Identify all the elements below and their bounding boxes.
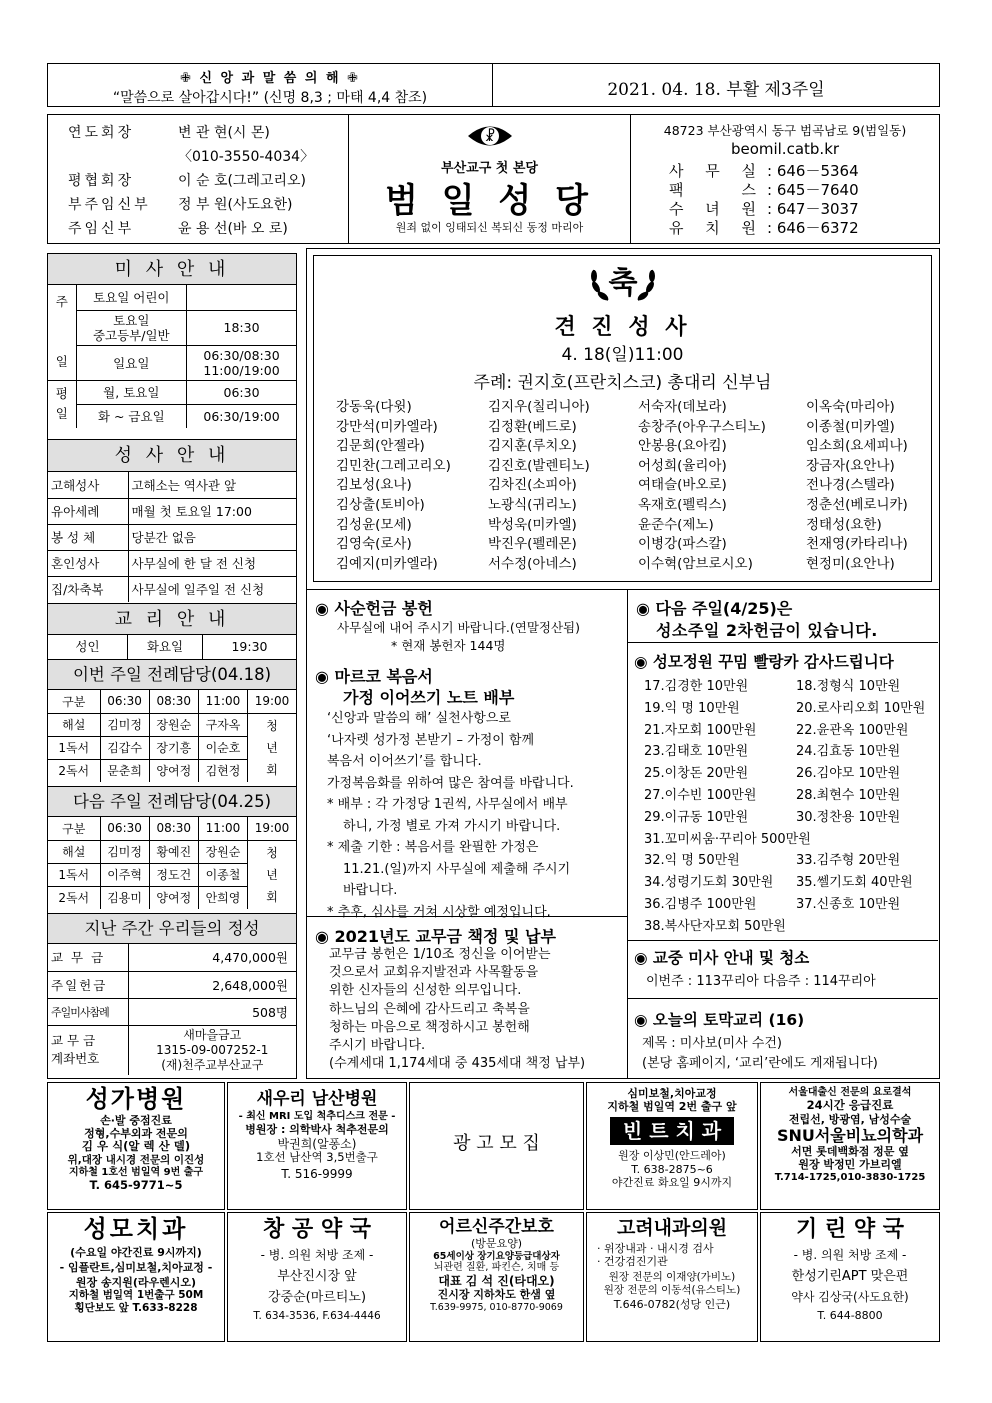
confirmand-row (336, 555, 926, 575)
phone-number[interactable]: : 647－3037 (767, 200, 859, 218)
confirmand-name: 강동욱(다윗) (336, 399, 412, 415)
donation-row (644, 763, 934, 785)
tithe-text (329, 946, 585, 1073)
notices-right (628, 590, 940, 1079)
contact-box (631, 114, 940, 244)
phone-row (669, 181, 939, 200)
duty-this-title: 이번 주일 전례담당(04.18) (48, 660, 296, 690)
officer-row (68, 169, 348, 193)
confirmand-name: 박진우(펠레몬) (488, 536, 577, 553)
address: 48723 부산광역시 동구 범곡남로 9(범일동) (663, 123, 907, 138)
account-label: 교 무 금 계좌번호 (48, 1025, 128, 1075)
officer-row (68, 145, 348, 169)
mass-cleaning-title: ◉ 교중 미사 안내 및 청소 (634, 949, 810, 967)
gospel-line: 11.21.(일)까지 사무실에 제출해 주시기 (343, 861, 571, 877)
duty-person: 이주혁 (100, 863, 149, 886)
tithe-line: 것으로서 교회유지발전과 사목활동을 (329, 965, 539, 981)
duty-header-cell: 11:00 (198, 690, 247, 713)
officer-role: 부주임신부 (68, 197, 151, 213)
confirmand-name: 노광식(귀리노) (488, 496, 577, 513)
tithe-line: 주시기 바랍니다. (329, 1038, 426, 1054)
account-row (48, 1025, 296, 1075)
confirmand-name: 이종철(미카엘) (806, 418, 895, 435)
duty-this-section (47, 660, 297, 787)
duty-header-cell: 08:30 (149, 817, 198, 840)
offering-label: 주일헌금 (48, 971, 128, 998)
confirmand-row (336, 457, 926, 477)
confirmand-row (336, 496, 926, 516)
duty-header-cell: 06:30 (100, 690, 149, 713)
mass-time (187, 285, 296, 310)
confirmand-name: 김보성(요나) (336, 477, 412, 494)
donation-entry: 23.김태호 10만원 (644, 744, 749, 760)
ad-vint-dental: 심미보철,치아교정 지하철 범일역 2번 출구 앞 빈 트 치 과 원장 이상민(안드레아) T. 638-2875~6 야간진료 화요일 9시까지 (586, 1082, 758, 1210)
confirmand-name: 김예지(미카엘라) (336, 555, 438, 572)
confirmand-name: 정태성(요한) (806, 516, 882, 533)
duty-role: 해설 (48, 713, 100, 736)
officer-role: 평협회장 (68, 173, 135, 189)
donation-row (644, 720, 934, 742)
ad-title: 어르신주간보호 (439, 1217, 554, 1237)
duty-person: 안희영 (198, 886, 247, 909)
phone-label: 팩 스 (669, 181, 761, 199)
sacrament-name: 집/차축복 (48, 576, 128, 602)
celebration-badge: 축 (608, 266, 638, 301)
ad-changgong-pharmacy: 창 공 약 국 - 병. 의원 처방 조제 - 부산진시장 앞 강중순(마르티노) T. 634-3536, F.634-4446 (227, 1212, 407, 1342)
confirmand-row (336, 516, 926, 536)
tithe-line: 위한 신자들의 신성한 의무입니다. (329, 983, 522, 999)
gospel-line: * 제출 기한 : 복음서를 완필한 가정은 (327, 840, 539, 855)
lent-offering-title: ◉ 사순헌금 봉헌 (315, 599, 433, 618)
offering-value: 2,648,000원 (128, 971, 296, 998)
ad-sungmo-dental: 성모치과 (수요일 야간진료 9시까지) - 임플란트,심미보철,치아교정 - 원장 송지원(라우렌시오) 지하철 범일역 1번출구 50M 횡단보도 앞 T.633-8228 (47, 1212, 225, 1342)
offering-row (48, 944, 296, 971)
confirmand-name: 김지우(칠리니아) (488, 399, 590, 415)
confirmand-name: 송창주(아우구스티노) (638, 418, 766, 435)
donation-entry: 20.로사리오회 10만원 (796, 700, 926, 716)
logo-box (349, 114, 631, 244)
sacrament-row (48, 576, 296, 602)
duty-person: 장원순 (149, 713, 198, 736)
chi-rho-icon (465, 121, 515, 151)
duty-this-table (48, 690, 296, 782)
confirmand-name: 김상출(토비아) (336, 496, 425, 513)
sunday-label: 주 일 (48, 285, 76, 380)
next-sunday-text: 성소주일 2차헌금이 있습니다. (656, 621, 878, 640)
ad-recruit (409, 1082, 584, 1210)
phone-row (669, 219, 939, 238)
donation-entry: 25.이창돈 20만원 (644, 766, 749, 782)
officer-role (68, 145, 178, 169)
confirmand-name: 김성윤(모세) (336, 516, 412, 533)
donation-entry: 37.신종호 10만원 (796, 896, 901, 912)
confirmand-row (336, 437, 926, 457)
officer-row (68, 217, 348, 241)
gospel-line: 바랍니다. (343, 883, 398, 898)
confirmand-name: 여태슬(바오로) (638, 477, 727, 494)
duty-person: 김갑수 (100, 736, 149, 759)
gospel-line: ‘신앙과 말씀의 해’ 실천사항으로 (327, 711, 511, 726)
youth-group: 청 년 회 (248, 840, 296, 909)
donation-entry: 38.복사단자모회 50만원 (644, 918, 786, 934)
duty-header-cell: 19:00 (248, 817, 296, 840)
duty-header-cell: 구분 (48, 690, 100, 713)
sacrament-row (48, 498, 296, 524)
phone-label: 유 치 원 (669, 219, 761, 237)
donation-entry: 22.윤관옥 100만원 (796, 722, 909, 738)
gospel-title: ◉ 마르코 복음서 (315, 667, 433, 686)
sacrament-name: 혼인성사 (48, 550, 128, 576)
ad-title: 광 고 모 집 (453, 1133, 540, 1154)
phone-number[interactable]: : 646－5364 (767, 162, 859, 180)
officer-name: 변 관 현(시 몬) (178, 125, 270, 141)
mass-row: 월, 토요일 (76, 380, 187, 404)
laurel-icon (584, 260, 662, 304)
notices-mid (306, 590, 628, 1079)
confirmation-outer (306, 248, 940, 590)
offering-value: 508명 (128, 998, 296, 1025)
duty-person: 장기흥 (149, 736, 198, 759)
officer-name: 〈010-3550-4034〉 (178, 149, 315, 165)
tithe-line: 교무금 봉헌은 1/10조 정신을 이어받는 (329, 947, 551, 962)
sacrament-info: 사무실에 일주일 전 신청 (128, 576, 296, 602)
catechism-subject: 제목 : 미사보(미사 수건) (642, 1036, 782, 1051)
confirmand-name: 김지훈(루치오) (488, 438, 577, 455)
ad-title: 빈 트 치 과 (610, 1117, 734, 1145)
parish-name: 범 일 성 당 (385, 181, 594, 221)
tithe-title: ◉ 2021년도 교무금 책정 및 납부 (315, 927, 556, 946)
offering-title: 지난 주간 우리들의 정성 (48, 914, 296, 944)
website[interactable]: beomil.catb.kr (730, 140, 840, 158)
phone-list (631, 162, 939, 238)
duty-row (48, 713, 296, 736)
duty-person: 황예진 (149, 840, 198, 863)
officers-list (48, 115, 348, 241)
mass-time: 18:30 (187, 310, 296, 345)
duty-role: 1독서 (48, 863, 100, 886)
gospel-line: ‘나자렛 성가정 본받기 – 가정이 함께 (327, 732, 535, 748)
donation-row (644, 872, 934, 894)
sacrament-name: 고해성사 (48, 472, 128, 498)
duty-next-section (47, 787, 297, 914)
ad-title: 기 린 약 국 (796, 1217, 904, 1242)
mass-row: 토요일 어린이 (76, 285, 187, 310)
svg-text:☧: ☧ (484, 129, 496, 145)
confirmand-name: 김진호(발렌티노) (488, 457, 590, 474)
gospel-text (327, 708, 574, 923)
phone-number[interactable]: : 646－6372 (767, 219, 859, 237)
sacrament-name: 유아세례 (48, 498, 128, 524)
duty-person: 양여정 (149, 759, 198, 782)
mass-time: 06:30/19:00 (187, 404, 296, 428)
confirmand-name: 윤준수(제노) (638, 516, 714, 533)
mass-time: 06:30/08:30 11:00/19:00 (187, 345, 296, 380)
gospel-line: 복음서 이어쓰기’를 합니다. (327, 754, 482, 769)
doctrine-section (47, 604, 297, 660)
donation-list (644, 676, 934, 938)
offering-table (48, 944, 296, 1075)
offering-section (47, 914, 297, 1079)
tithe-line: 청하는 마음으로 책정하시고 봉헌해 (329, 1019, 530, 1035)
confirmation-inner (313, 255, 932, 582)
sacrament-row (48, 550, 296, 576)
offering-value: 4,470,000원 (128, 944, 296, 971)
ad-snu-urology: 서울대출신 전문의 요로결석 24시간 응급진료 전립선, 방광염, 남성수술 SNU서울비뇨의학과 서면 롯데백화점 정문 옆 원장 박정민 가브리엘 T.714-1725,010-3830-1725 (760, 1082, 940, 1210)
gospel-line: * 추후, 심사를 거쳐 시상할 예정입니다. (327, 904, 551, 920)
confirmand-name: 전나경(스텔라) (806, 477, 895, 494)
confirmand-name: 천재영(카타리나) (806, 536, 908, 553)
mass-time: 06:30 (187, 380, 296, 404)
donation-entry: 36.김병주 100만원 (644, 896, 757, 912)
ad-title: 창 공 약 국 (263, 1217, 371, 1242)
duty-person: 장원순 (198, 840, 247, 863)
mass-table (48, 285, 296, 428)
officer-role: 주임신부 (68, 221, 135, 237)
duty-header-cell: 19:00 (248, 690, 296, 713)
donation-title: ◉ 성모정원 꾸밈 빨랑카 감사드립니다 (634, 653, 894, 671)
duty-person: 정도건 (149, 863, 198, 886)
donation-row (644, 829, 934, 851)
doctrine-time: 19:30 (231, 639, 268, 654)
donation-entry: 35.쎌기도회 40만원 (796, 875, 913, 891)
gospel-title2: 가정 이어쓰기 노트 배부 (343, 688, 515, 707)
duty-person: 이종철 (198, 863, 247, 886)
donation-entry: 17.김경한 10만원 (644, 679, 749, 694)
duty-header-cell: 구분 (48, 817, 100, 840)
phone-row (669, 162, 939, 181)
confirmand-name: 임소희(요세피나) (806, 438, 908, 455)
confirmation-datetime: 4. 18(일)11:00 (561, 345, 684, 365)
ad-title: SNU서울비뇨의학과 (776, 1125, 924, 1145)
duty-role: 2독서 (48, 886, 100, 909)
confirmand-row (336, 476, 926, 496)
doctrine-title: 교 리 안 내 (48, 604, 296, 635)
weekday-label: 평 일 (48, 380, 76, 428)
duty-next-title: 다음 주일 전례담당(04.25) (48, 787, 296, 817)
donation-entry: 26.김야모 10만원 (796, 766, 901, 782)
gospel-line: 가정복음화를 위하여 많은 참여를 바랍니다. (327, 775, 574, 791)
duty-person: 구자옥 (198, 713, 247, 736)
confirmand-name: 서숙자(데보라) (638, 399, 727, 415)
donation-entry: 34.성령기도회 30만원 (644, 875, 774, 891)
mass-row: 토요일 중고등부/일반 (76, 310, 187, 345)
duty-person: 문춘희 (100, 759, 149, 782)
mass-title: 미 사 안 내 (48, 254, 296, 285)
confirmand-name: 정춘선(베로니카) (806, 496, 908, 513)
duty-role: 2독서 (48, 759, 100, 782)
confirmand-name: 안봉용(요아킴) (638, 438, 727, 455)
confirmation-celebrant: 주례: 권지호(프란치스코) 총대리 신부님 (473, 373, 772, 393)
donation-entry: 29.이규동 10만원 (644, 809, 749, 825)
officer-row (68, 193, 348, 217)
theme-subtitle: “말씀으로 살아갑시다!” (신명 8,3 ; 마태 4,4 참조) (112, 90, 428, 106)
duty-header-cell: 06:30 (100, 817, 149, 840)
ad-sungga-hospital: 성가병원 손·발 중점진료 정형,수부외과 전문의 김 우 식(알 렉 산 델) 위,대장 내시경 전문의 이진성 지하철 1호선 범일역 9번 출구 T. 645-9771~5 (47, 1082, 225, 1210)
ad-koryo-clinic: 고려내과의원 · 위장내과 · 내시경 검사 · 건강검진기관 원장 전문의 이재양(가비노) 원장 전문의 이동석(유스티노) T.646-0782(성당 인근) (586, 1212, 758, 1342)
confirmand-row (336, 398, 926, 418)
donation-entry: 30.정찬용 10만원 (796, 809, 901, 825)
doctrine-class: 성인 (48, 635, 128, 659)
confirmand-name: 강만석(미카엘라) (336, 418, 438, 435)
confirmand-name: 이옥숙(마리아) (806, 399, 895, 415)
catechism-title: ◉ 오늘의 토막교리 (16) (634, 1011, 805, 1029)
confirmand-name: 김정환(베드로) (488, 418, 577, 435)
donation-entry: 32.익 명 50만원 (644, 853, 740, 869)
date-box (493, 63, 940, 107)
donation-entry: 27.이수빈 100만원 (644, 787, 757, 803)
confirmand-name: 김민찬(그레고리오) (336, 457, 451, 474)
officers-box (47, 114, 349, 244)
lent-offering-count: * 현재 봉헌자 144명 (391, 638, 506, 653)
doctrine-day: 화요일 (128, 635, 203, 659)
confirmand-name: 서수정(아네스) (488, 555, 577, 572)
parish-motto: 원죄 없이 잉태되신 복되신 동정 마리아 (395, 221, 584, 234)
offering-row (48, 971, 296, 998)
confirmand-name: 김차진(소피아) (488, 477, 577, 494)
donation-entry: 31.꼬미씨움·꾸리아 500만원 (644, 831, 811, 847)
donation-entry: 24.김효동 10만원 (796, 744, 901, 760)
officer-name: 이 순 호(그레고리오) (178, 173, 307, 189)
sacrament-info: 고해소는 역사관 앞 (128, 472, 296, 498)
duty-header-cell: 11:00 (198, 817, 247, 840)
duty-person: 김현정 (198, 759, 247, 782)
issue-date: 2021. 04. 18. 부활 제3주일 (607, 80, 825, 100)
duty-row (48, 840, 296, 863)
youth-group: 청 년 회 (248, 713, 296, 782)
catechism-note: (본당 홈페이지, ‘교리’란에도 게재됩니다) (642, 1056, 878, 1071)
duty-person: 이순호 (198, 736, 247, 759)
parish-subtitle: 부산교구 첫 본당 (441, 161, 538, 176)
sacraments-title: 성 사 안 내 (48, 440, 296, 472)
tithe-line: (수계세대 1,174세대 중 435세대 책정 납부) (329, 1056, 586, 1072)
confirmation-title: 견 진 성 사 (554, 315, 691, 340)
phone-label: 사 무 실 (669, 162, 761, 180)
confirmand-name: 옥재호(펠릭스) (638, 496, 727, 513)
ad-daycare: 어르신주간보호 (방문요양) 65세이상 장기요양등급대상자 뇌관련 질환, 파킨슨, 치매 등 대표 김 석 진(타대오) 진시장 지하차도 한샘 옆 T.639-9975, 010-8770-9069 (409, 1212, 584, 1342)
offering-label: 주일미사참례 (48, 998, 128, 1025)
duty-header-cell: 08:30 (149, 690, 198, 713)
duty-next-table (48, 817, 296, 909)
confirmand-row (336, 535, 926, 555)
duty-person: 양여정 (149, 886, 198, 909)
sacraments-section (47, 440, 297, 604)
donation-row (644, 785, 934, 807)
account-number: 새마을금고 1315-09-007252-1 (재)천주교부산교구 (128, 1025, 296, 1075)
mass-row: 화 ~ 금요일 (76, 404, 187, 428)
theme-box (47, 63, 493, 107)
theme-title: ✙ 신 앙 과 말 씀 의 해 ✙ (180, 71, 360, 86)
mass-row: 일요일 (76, 345, 187, 380)
donation-row (644, 741, 934, 763)
phone-label: 수 녀 원 (669, 200, 761, 218)
next-sunday-title: ◉ 다음 주일(4/25)은 (636, 599, 793, 618)
sacraments-table (48, 472, 296, 602)
sacrament-info: 매월 첫 토요일 17:00 (128, 498, 296, 524)
confirmands-list (336, 398, 926, 574)
donation-row (644, 807, 934, 829)
confirmand-name: 어성희(율리아) (638, 457, 727, 474)
confirmand-name: 김문희(안젤라) (336, 438, 425, 455)
duty-header-row (48, 817, 296, 840)
donation-row (644, 698, 934, 720)
donation-entry: 28.최현수 10만원 (796, 787, 901, 803)
phone-number[interactable]: : 645－7640 (767, 181, 859, 199)
confirmand-name: 김영숙(로사) (336, 536, 412, 553)
donation-entry: 18.정형식 10만원 (796, 679, 901, 694)
duty-role: 해설 (48, 840, 100, 863)
donation-entry: 19.익 명 10만원 (644, 700, 740, 716)
ad-namsan-hospital: 새우리 남산병원 - 최신 MRI 도입 척추디스크 전문 - 병원장 : 의학박사 척추전문의 박권희(알퐁소) 1호선 남산역 3,5번출구 T. 516-9999 (227, 1082, 407, 1210)
confirmand-name: 장금자(요안나) (806, 457, 895, 474)
ad-girin-pharmacy: 기 린 약 국 - 병. 의원 처방 조제 - 한성기린APT 맞은편 약사 김상국(사도요한) T. 644-8800 (760, 1212, 940, 1342)
ad-title: 성가병원 (85, 1085, 187, 1113)
lent-offering-text: 사무실에 내어 주시기 바랍니다.(연말정산됨) (337, 620, 580, 635)
sacrament-row (48, 472, 296, 498)
donation-entry: 33.김주형 20만원 (796, 853, 901, 869)
gospel-line: 하니, 가정 별로 가져 가시기 바랍니다. (343, 818, 561, 834)
phone-row (669, 200, 939, 219)
sacrament-info: 당분간 없음 (128, 524, 296, 550)
donation-row (644, 916, 934, 938)
confirmand-name: 현정미(요안나) (806, 555, 895, 572)
confirmand-name: 이수혁(암브로시오) (638, 555, 753, 572)
duty-header-row (48, 690, 296, 713)
duty-role: 1독서 (48, 736, 100, 759)
duty-person: 김미정 (100, 713, 149, 736)
mass-cleaning-text: 이번주 : 113꾸리아 다음주 : 114꾸리아 (646, 974, 876, 989)
officer-name: 정 부 원(사도요한) (178, 197, 293, 213)
duty-person: 김미정 (100, 840, 149, 863)
donation-row (644, 850, 934, 872)
confirmand-name: 이병강(파스칼) (638, 536, 727, 553)
duty-person: 김용미 (100, 886, 149, 909)
sacrament-row (48, 524, 296, 550)
confirmand-name: 박성욱(미카엘) (488, 516, 577, 533)
donation-row (644, 676, 934, 698)
confirmand-row (336, 418, 926, 438)
ad-title: 새우리 남산병원 (256, 1089, 378, 1109)
donation-entry: 21.자모회 100만원 (644, 722, 757, 738)
mass-section (47, 253, 297, 440)
donation-row (644, 894, 934, 916)
sacrament-name: 봉 성 체 (48, 524, 128, 550)
officer-role: 연도회장 (68, 125, 135, 141)
officer-row (68, 121, 348, 145)
offering-label: 교 무 금 (48, 944, 128, 971)
tithe-line: 하느님의 은혜에 감사드리고 축복을 (329, 1001, 530, 1017)
ad-title: 성모치과 (83, 1215, 189, 1243)
sacrament-info: 사무실에 한 달 전 신청 (128, 550, 296, 576)
ad-title: 고려내과의원 (616, 1217, 728, 1239)
officer-name: 윤 용 선(바 오 로) (178, 221, 288, 237)
gospel-line: * 배부 : 각 가정당 1권씩, 사무실에서 배부 (327, 797, 568, 812)
offering-row (48, 998, 296, 1025)
